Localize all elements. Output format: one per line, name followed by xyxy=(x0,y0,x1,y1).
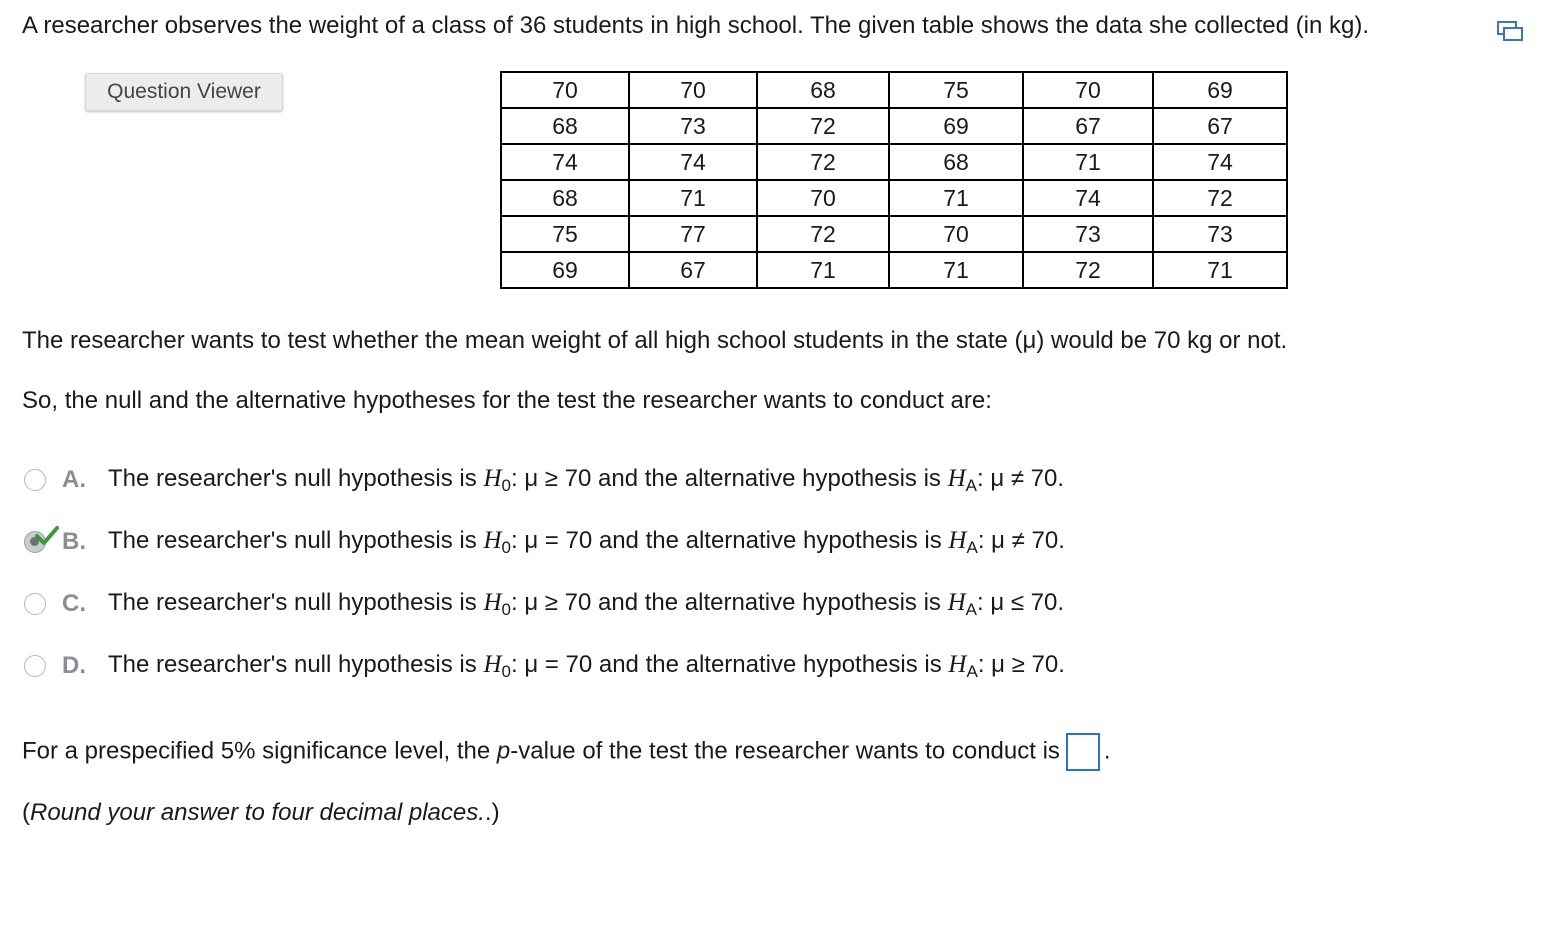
weights-table xyxy=(500,71,1288,289)
option-text xyxy=(108,465,1064,496)
table-row xyxy=(501,144,1287,180)
table-cell: 67 xyxy=(1153,108,1287,144)
table-cell: 72 xyxy=(1023,252,1153,288)
table-cell: 74 xyxy=(1153,144,1287,180)
h-alt-symbol: H xyxy=(947,464,966,492)
table-cell: 69 xyxy=(1153,72,1287,108)
table-cell: 74 xyxy=(1023,180,1153,216)
table-cell: 72 xyxy=(757,108,889,144)
table-cell: 77 xyxy=(629,216,757,252)
copy-icon[interactable] xyxy=(1496,18,1524,44)
hyp-start: The researcher's null hypothesis is xyxy=(108,526,477,554)
table-cell: 67 xyxy=(1023,108,1153,144)
option-c[interactable] xyxy=(24,586,1064,622)
pvalue-answer-input[interactable] xyxy=(1066,733,1100,771)
table-cell: 68 xyxy=(501,108,629,144)
h-null-symbol: H xyxy=(483,464,502,492)
table-cell: 68 xyxy=(757,72,889,108)
hyp-mid: and the alternative hypothesis is xyxy=(598,650,942,678)
table-row xyxy=(501,216,1287,252)
null-subscript: 0 xyxy=(501,599,511,619)
table-cell: 73 xyxy=(629,108,757,144)
h-alt-symbol: H xyxy=(948,526,967,554)
option-letter: B. xyxy=(62,528,86,555)
hyp-start: The researcher's null hypothesis is xyxy=(108,464,477,492)
null-relation: μ = 70 xyxy=(524,526,593,554)
open-paren: ( xyxy=(22,799,30,826)
colon: : xyxy=(510,464,518,492)
hyp-start: The researcher's null hypothesis is xyxy=(108,588,477,616)
colon: : xyxy=(977,650,985,678)
radio-button[interactable] xyxy=(24,593,46,615)
option-letter: C. xyxy=(62,590,86,617)
null-relation: μ ≥ 70 xyxy=(524,464,592,492)
null-relation: μ = 70 xyxy=(524,650,593,678)
colon: : xyxy=(510,650,518,678)
table-cell: 69 xyxy=(501,252,629,288)
table-cell: 73 xyxy=(1153,216,1287,252)
table-cell: 73 xyxy=(1023,216,1153,252)
pvalue-suffix: -value of the test the researcher wants to conduct is xyxy=(510,737,1060,765)
alt-relation: μ ≠ 70. xyxy=(990,464,1065,492)
radio-button[interactable] xyxy=(24,531,46,553)
option-b[interactable] xyxy=(24,524,1065,560)
table-cell: 68 xyxy=(889,144,1023,180)
null-subscript: 0 xyxy=(501,537,511,557)
h-null-symbol: H xyxy=(483,588,502,616)
radio-button[interactable] xyxy=(24,655,46,677)
table-row xyxy=(501,252,1287,288)
null-relation: μ ≥ 70 xyxy=(524,588,592,616)
table-cell: 70 xyxy=(1023,72,1153,108)
alt-subscript: A xyxy=(966,537,978,557)
table-cell: 71 xyxy=(629,180,757,216)
table-cell: 74 xyxy=(629,144,757,180)
table-cell: 72 xyxy=(757,144,889,180)
hypothesis-prompt: So, the null and the alternative hypotheses for the test the researcher wants to conduct are: xyxy=(22,387,992,414)
table-cell: 70 xyxy=(757,180,889,216)
question-viewer-button[interactable]: Question Viewer xyxy=(85,73,283,111)
pvalue-end: . xyxy=(1103,737,1111,765)
option-d[interactable] xyxy=(24,648,1065,684)
table-cell: 70 xyxy=(889,216,1023,252)
colon: : xyxy=(977,526,985,554)
table-cell: 74 xyxy=(501,144,629,180)
rounding-instruction xyxy=(22,799,500,827)
table-cell: 70 xyxy=(501,72,629,108)
table-row xyxy=(501,180,1287,216)
question-intro: A researcher observes the weight of a class of 36 students in high school. The given table shows the data she collected (in kg). xyxy=(22,12,1369,39)
colon: : xyxy=(976,588,984,616)
null-subscript: 0 xyxy=(501,475,511,495)
table-cell: 71 xyxy=(1023,144,1153,180)
table-cell: 71 xyxy=(889,180,1023,216)
alt-subscript: A xyxy=(965,599,977,619)
option-text xyxy=(108,651,1065,682)
hyp-mid: and the alternative hypothesis is xyxy=(598,526,942,554)
test-description: The researcher wants to test whether the mean weight of all high school students in the state (μ) would be 70 kg or not. xyxy=(22,327,1288,354)
h-alt-symbol: H xyxy=(948,650,967,678)
colon: : xyxy=(510,588,518,616)
hyp-mid: and the alternative hypothesis is xyxy=(598,464,941,492)
pvalue-prefix: For a prespecified 5% significance level, the xyxy=(22,737,497,765)
alt-relation: μ ≠ 70. xyxy=(991,526,1065,554)
radio-button[interactable] xyxy=(24,469,46,491)
table-cell: 72 xyxy=(1153,180,1287,216)
option-letter: A. xyxy=(62,466,86,493)
alt-subscript: A xyxy=(965,475,977,495)
table-cell: 71 xyxy=(1153,252,1287,288)
h-null-symbol: H xyxy=(483,650,502,678)
table-cell: 71 xyxy=(889,252,1023,288)
table-cell: 68 xyxy=(501,180,629,216)
option-text xyxy=(108,527,1065,558)
table-cell: 70 xyxy=(629,72,757,108)
table-row xyxy=(501,108,1287,144)
checkmark-icon xyxy=(35,526,59,546)
p-symbol: p xyxy=(496,737,511,765)
table-row xyxy=(501,72,1287,108)
hyp-start: The researcher's null hypothesis is xyxy=(108,650,477,678)
h-alt-symbol: H xyxy=(947,588,966,616)
option-text xyxy=(108,589,1064,620)
round-text: Round your answer to four decimal places. xyxy=(30,799,485,826)
alt-relation: μ ≥ 70. xyxy=(991,650,1065,678)
option-letter: D. xyxy=(62,652,86,679)
table-cell: 71 xyxy=(757,252,889,288)
table-cell: 67 xyxy=(629,252,757,288)
alt-subscript: A xyxy=(966,661,978,681)
h-null-symbol: H xyxy=(483,526,502,554)
table-cell: 69 xyxy=(889,108,1023,144)
pvalue-question xyxy=(22,733,1111,771)
table-cell: 72 xyxy=(757,216,889,252)
hyp-mid: and the alternative hypothesis is xyxy=(598,588,941,616)
colon: : xyxy=(510,526,518,554)
table-cell: 75 xyxy=(889,72,1023,108)
close-paren: .) xyxy=(484,799,500,826)
alt-relation: μ ≤ 70. xyxy=(990,588,1065,616)
colon: : xyxy=(976,464,984,492)
table-cell: 75 xyxy=(501,216,629,252)
option-a[interactable] xyxy=(24,462,1064,498)
null-subscript: 0 xyxy=(501,661,511,681)
